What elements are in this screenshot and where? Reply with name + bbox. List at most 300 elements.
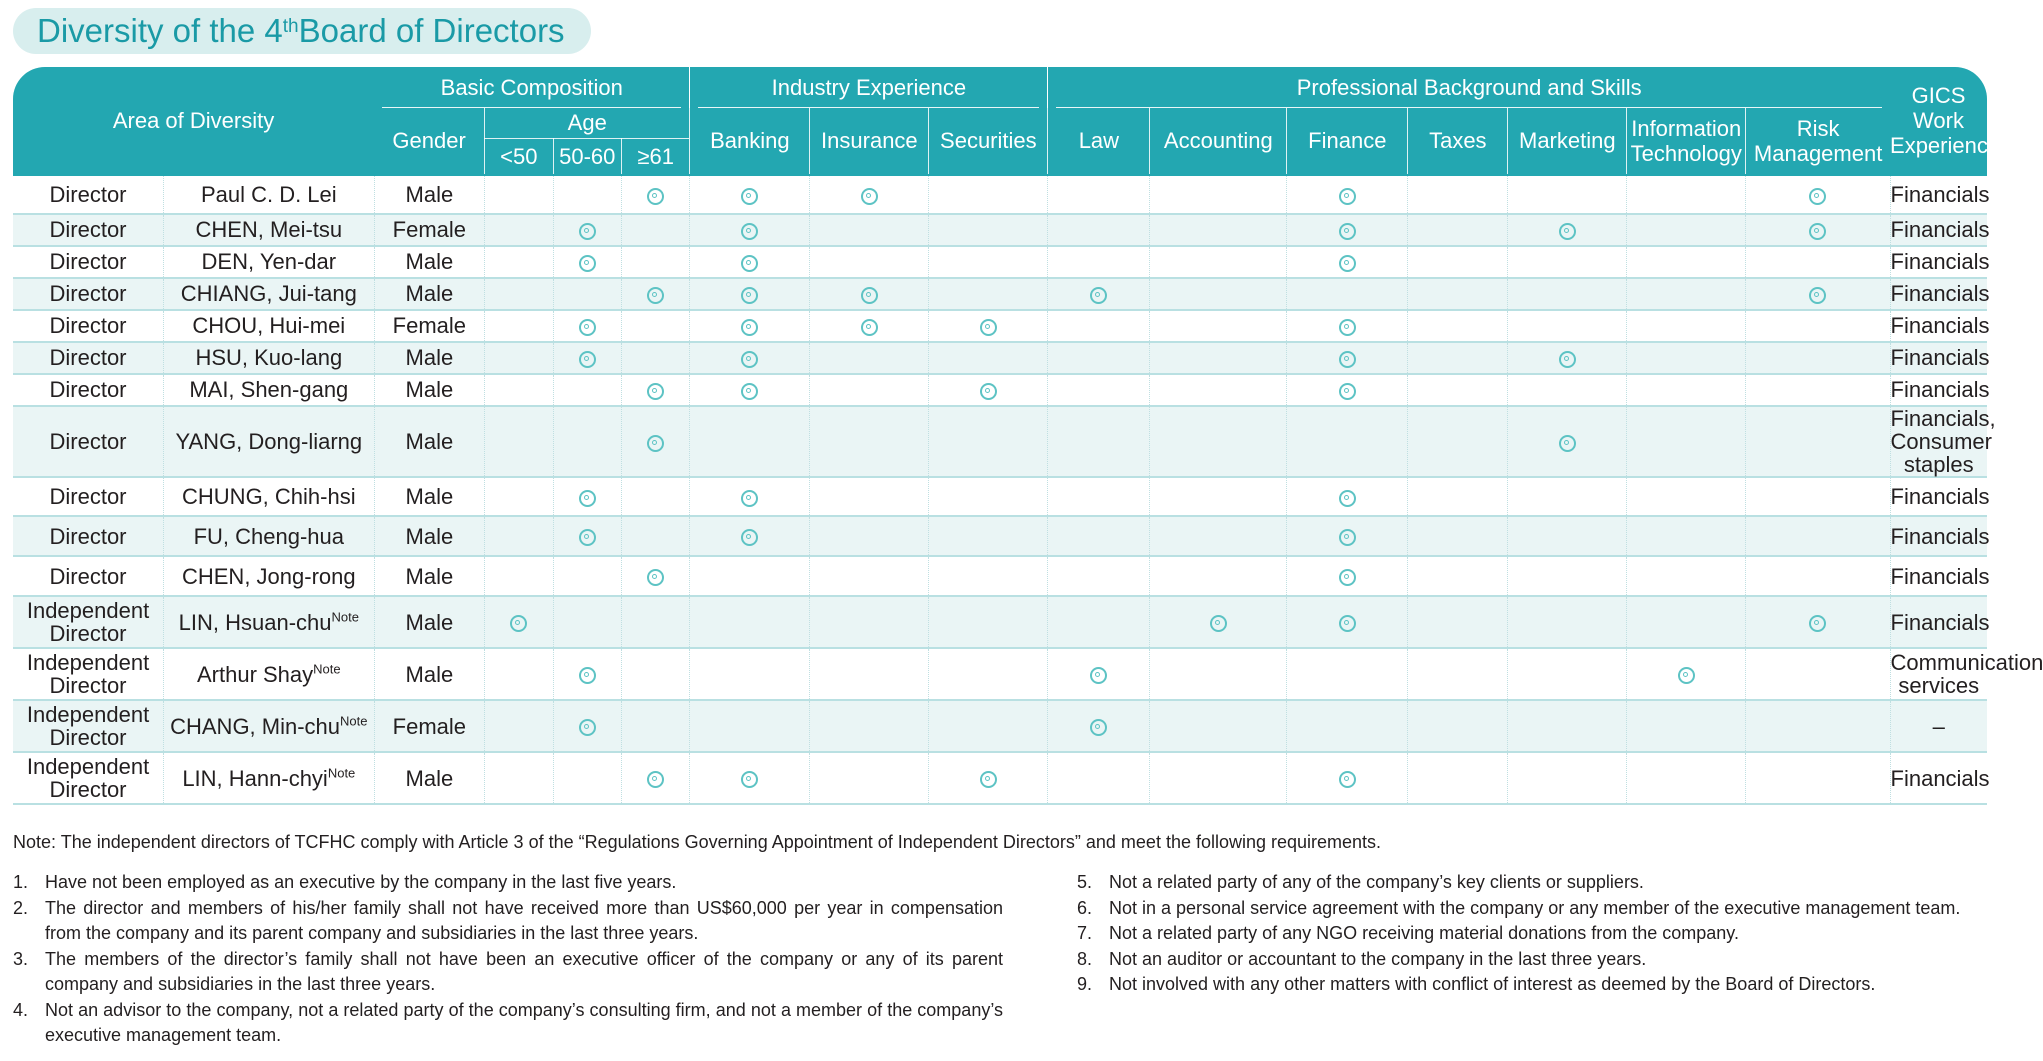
requirement-text: Not a related party of any NGO receiving material donations from the company. — [1109, 923, 1739, 943]
cell-marketing — [1508, 246, 1627, 278]
page-title-prefix: Diversity of the 4 — [37, 12, 283, 49]
cell-finance — [1287, 700, 1408, 752]
table-row — [13, 175, 1987, 214]
double-circle-mark-icon — [1339, 351, 1356, 368]
cell-taxes — [1408, 278, 1508, 310]
cell-lt50 — [485, 374, 553, 406]
cell-law — [1048, 374, 1150, 406]
cell-insurance — [810, 175, 929, 214]
cell-banking — [690, 516, 810, 556]
requirement-item — [1077, 896, 1982, 922]
cell-accounting — [1150, 374, 1287, 406]
cell-it — [1627, 596, 1746, 648]
gics-cell: Financials — [1890, 175, 1987, 214]
cell-risk — [1746, 648, 1890, 700]
gics-cell: Financials, Consumer staples — [1890, 406, 1996, 478]
double-circle-mark-icon — [1339, 490, 1356, 507]
cell-taxes — [1408, 648, 1508, 700]
cell-risk — [1746, 342, 1890, 374]
table-row — [13, 342, 1987, 374]
cell-lt50 — [485, 342, 553, 374]
cell-securities — [929, 648, 1048, 700]
double-circle-mark-icon — [1809, 615, 1826, 632]
cell-ge61 — [621, 214, 689, 246]
cell-ge61 — [621, 516, 689, 556]
header-banking: Banking — [690, 108, 810, 175]
cell-law — [1048, 477, 1150, 516]
cell-accounting — [1150, 406, 1287, 477]
cell-marketing — [1508, 556, 1627, 596]
cell-lt50 — [485, 278, 553, 310]
cell-risk — [1746, 406, 1890, 477]
header-professional-background: Professional Background and Skills — [1048, 67, 1890, 108]
double-circle-mark-icon — [1678, 667, 1695, 684]
cell-taxes — [1408, 214, 1508, 246]
cell-finance — [1287, 310, 1408, 342]
cell-insurance — [810, 596, 929, 648]
director-name-cell — [164, 556, 375, 596]
director-name: Paul C. D. Lei — [200, 181, 337, 207]
requirement-number: 8. — [1077, 948, 1093, 969]
double-circle-mark-icon — [1090, 667, 1107, 684]
cell-lt50 — [485, 516, 553, 556]
double-circle-mark-icon — [1339, 188, 1356, 205]
director-name-cell — [164, 214, 375, 246]
header-securities: Securities — [929, 108, 1048, 175]
cell-finance — [1287, 556, 1408, 596]
cell-a5060 — [553, 246, 621, 278]
requirement-text: Have not been employed as an executive by the company in the last five years. — [45, 872, 677, 892]
cell-accounting — [1150, 175, 1287, 214]
cell-accounting — [1150, 342, 1287, 374]
cell-ge61 — [621, 406, 689, 477]
director-name: LIN, Hsuan-chu — [178, 609, 332, 635]
table-row — [13, 278, 1987, 310]
cell-banking — [690, 214, 810, 246]
cell-taxes — [1408, 246, 1508, 278]
cell-securities — [929, 700, 1048, 752]
cell-finance — [1287, 246, 1408, 278]
double-circle-mark-icon — [1809, 287, 1826, 304]
gics-cell: – — [1890, 700, 1987, 752]
cell-law — [1048, 516, 1150, 556]
director-name: CHUNG, Chih-hsi — [182, 484, 356, 510]
cell-insurance — [810, 310, 929, 342]
cell-ge61 — [621, 374, 689, 406]
cell-banking — [690, 406, 810, 477]
double-circle-mark-icon — [741, 351, 758, 368]
cell-it — [1627, 246, 1746, 278]
header-gics: GICS Work Experience — [1890, 67, 1987, 175]
requirement-number: 2. — [13, 897, 29, 918]
note-superscript: Note — [327, 765, 356, 781]
cell-taxes — [1408, 310, 1508, 342]
double-circle-mark-icon — [579, 529, 596, 546]
requirement-number: 7. — [1077, 923, 1093, 943]
cell-marketing — [1508, 406, 1627, 477]
cell-accounting — [1150, 278, 1287, 310]
director-title: Director — [13, 406, 164, 477]
director-name-cell — [164, 246, 375, 278]
cell-banking — [690, 175, 810, 214]
cell-insurance — [810, 342, 929, 374]
double-circle-mark-icon — [741, 255, 758, 272]
double-circle-mark-icon — [1559, 351, 1576, 368]
gics-cell: Financials — [1890, 752, 1987, 804]
gender-cell: Female — [374, 700, 485, 752]
cell-marketing — [1508, 648, 1627, 700]
requirement-number: 1. — [13, 872, 29, 892]
cell-it — [1627, 374, 1746, 406]
table-row — [13, 374, 1987, 406]
header-basic-composition: Basic Composition — [374, 67, 690, 108]
cell-it — [1627, 648, 1746, 700]
double-circle-mark-icon — [741, 223, 758, 240]
cell-ge61 — [621, 310, 689, 342]
cell-banking — [690, 556, 810, 596]
gender-cell: Male — [374, 477, 485, 516]
note-superscript: Note — [340, 713, 368, 729]
double-circle-mark-icon — [980, 383, 997, 400]
cell-marketing — [1508, 175, 1627, 214]
double-circle-mark-icon — [741, 771, 758, 788]
double-circle-mark-icon — [741, 319, 758, 336]
table-row — [13, 477, 1987, 516]
cell-ge61 — [621, 477, 689, 516]
director-name-cell — [164, 477, 375, 516]
table-row — [13, 310, 1987, 342]
double-circle-mark-icon — [647, 771, 664, 788]
header-finance: Finance — [1287, 108, 1408, 175]
director-title: Director — [13, 556, 164, 596]
cell-accounting — [1150, 648, 1287, 700]
cell-a5060 — [553, 175, 621, 214]
cell-ge61 — [621, 752, 689, 804]
note-superscript: Note — [313, 661, 341, 677]
gender-cell: Male — [374, 556, 485, 596]
cell-risk — [1746, 278, 1890, 310]
cell-lt50 — [485, 246, 553, 278]
cell-insurance — [810, 477, 929, 516]
director-name: HSU, Kuo-lang — [195, 345, 343, 371]
cell-banking — [690, 342, 810, 374]
cell-banking — [690, 278, 810, 310]
cell-insurance — [810, 648, 929, 700]
gender-cell: Male — [374, 175, 485, 214]
gender-cell: Male — [374, 406, 485, 477]
cell-it — [1627, 214, 1746, 246]
cell-marketing — [1508, 278, 1627, 310]
cell-finance — [1287, 596, 1408, 648]
cell-finance — [1287, 648, 1408, 700]
director-name-cell — [164, 310, 375, 342]
cell-finance — [1287, 516, 1408, 556]
director-name-cell — [164, 278, 375, 310]
cell-finance — [1287, 175, 1408, 214]
cell-ge61 — [621, 596, 689, 648]
requirement-text: Not a related party of any of the company’s key clients or suppliers. — [1109, 872, 1644, 892]
director-title: Director — [13, 516, 164, 556]
director-title: Director — [13, 278, 164, 310]
cell-ge61 — [621, 648, 689, 700]
requirements-list-left — [13, 870, 1003, 1049]
cell-risk — [1746, 214, 1890, 246]
header-age-50-60: 50-60 — [553, 139, 621, 176]
cell-law — [1048, 596, 1150, 648]
double-circle-mark-icon — [980, 771, 997, 788]
cell-it — [1627, 406, 1746, 477]
gics-cell: Financials — [1890, 310, 1987, 342]
table-row — [13, 214, 1987, 246]
note-text: Note: The independent directors of TCFHC comply with Article 3 of the “Regulations Governing Appointment of Independent Directors” and meet the following requirements. — [13, 832, 1382, 852]
header-gender: Gender — [374, 108, 485, 175]
double-circle-mark-icon — [1090, 719, 1107, 736]
cell-securities — [929, 406, 1048, 477]
director-name: LIN, Hann-chyi — [182, 765, 328, 791]
double-circle-mark-icon — [1339, 223, 1356, 240]
table-row — [13, 752, 1987, 804]
double-circle-mark-icon — [1339, 615, 1356, 632]
double-circle-mark-icon — [1090, 287, 1107, 304]
cell-law — [1048, 556, 1150, 596]
cell-finance — [1287, 214, 1408, 246]
gics-cell: Financials — [1890, 596, 1987, 648]
cell-insurance — [810, 556, 929, 596]
director-title: Director — [13, 214, 164, 246]
table-row — [13, 648, 1987, 700]
double-circle-mark-icon — [1809, 188, 1826, 205]
cell-securities — [929, 752, 1048, 804]
double-circle-mark-icon — [579, 255, 596, 272]
cell-accounting — [1150, 477, 1287, 516]
requirement-item — [13, 947, 1003, 998]
gics-cell: Financials — [1890, 556, 1987, 596]
gender-cell: Male — [374, 648, 485, 700]
cell-marketing — [1508, 310, 1627, 342]
cell-insurance — [810, 278, 929, 310]
cell-law — [1048, 278, 1150, 310]
cell-banking — [690, 477, 810, 516]
cell-risk — [1746, 477, 1890, 516]
cell-taxes — [1408, 700, 1508, 752]
cell-lt50 — [485, 175, 553, 214]
director-name: CHIANG, Jui-tang — [180, 281, 357, 307]
cell-a5060 — [553, 556, 621, 596]
cell-finance — [1287, 477, 1408, 516]
double-circle-mark-icon — [1809, 223, 1826, 240]
double-circle-mark-icon — [980, 319, 997, 336]
cell-accounting — [1150, 310, 1287, 342]
cell-accounting — [1150, 752, 1287, 804]
cell-law — [1048, 310, 1150, 342]
cell-it — [1627, 278, 1746, 310]
director-name: DEN, Yen-dar — [201, 249, 337, 275]
director-name-cell — [164, 342, 375, 374]
requirements-list-right — [1077, 870, 1982, 998]
cell-ge61 — [621, 246, 689, 278]
cell-taxes — [1408, 406, 1508, 477]
double-circle-mark-icon — [861, 319, 878, 336]
director-title: Director — [13, 477, 164, 516]
gender-cell: Male — [374, 278, 485, 310]
cell-lt50 — [485, 310, 553, 342]
table-row — [13, 596, 1987, 648]
director-title: Director — [13, 374, 164, 406]
cell-securities — [929, 596, 1048, 648]
cell-it — [1627, 752, 1746, 804]
board-diversity-table — [13, 67, 2043, 805]
page-title — [13, 8, 591, 54]
double-circle-mark-icon — [647, 383, 664, 400]
cell-risk — [1746, 310, 1890, 342]
director-name-cell — [164, 596, 375, 648]
requirement-number: 3. — [13, 948, 29, 969]
cell-a5060 — [553, 214, 621, 246]
cell-lt50 — [485, 596, 553, 648]
cell-finance — [1287, 342, 1408, 374]
double-circle-mark-icon — [1339, 255, 1356, 272]
cell-risk — [1746, 175, 1890, 214]
note-superscript: Note — [331, 609, 359, 625]
cell-insurance — [810, 214, 929, 246]
requirement-text: Not in a personal service agreement with the company or any member of the executive management team. — [1109, 897, 1961, 918]
cell-ge61 — [621, 556, 689, 596]
cell-insurance — [810, 752, 929, 804]
director-title: Independent Director — [13, 752, 164, 804]
cell-it — [1627, 310, 1746, 342]
cell-banking — [690, 648, 810, 700]
double-circle-mark-icon — [861, 188, 878, 205]
double-circle-mark-icon — [647, 569, 664, 586]
director-name-cell — [164, 175, 375, 214]
cell-insurance — [810, 374, 929, 406]
director-name-cell — [164, 516, 375, 556]
double-circle-mark-icon — [579, 490, 596, 507]
header-accounting: Accounting — [1150, 108, 1287, 175]
header-risk-management: Risk Management — [1746, 108, 1890, 175]
cell-a5060 — [553, 374, 621, 406]
gics-cell: Communication services — [1890, 650, 2043, 699]
cell-marketing — [1508, 752, 1627, 804]
director-name: YANG, Dong-liarng — [175, 429, 363, 455]
cell-lt50 — [485, 556, 553, 596]
requirement-number: 6. — [1077, 897, 1093, 918]
cell-accounting — [1150, 214, 1287, 246]
requirement-item — [1077, 972, 1982, 998]
director-name-cell — [164, 374, 375, 406]
cell-taxes — [1408, 556, 1508, 596]
cell-risk — [1746, 556, 1890, 596]
cell-ge61 — [621, 175, 689, 214]
cell-lt50 — [485, 406, 553, 477]
header-age-ge61: ≥61 — [621, 139, 689, 176]
cell-law — [1048, 700, 1150, 752]
director-title: Director — [13, 342, 164, 374]
cell-lt50 — [485, 477, 553, 516]
double-circle-mark-icon — [1339, 319, 1356, 336]
cell-insurance — [810, 516, 929, 556]
requirement-item — [1077, 947, 1982, 973]
director-name: CHEN, Jong-rong — [181, 563, 356, 589]
requirement-item — [13, 896, 1003, 947]
cell-finance — [1287, 374, 1408, 406]
page-title-suffix: Board of Directors — [298, 12, 565, 49]
cell-banking — [690, 310, 810, 342]
cell-marketing — [1508, 342, 1627, 374]
director-title: Director — [13, 310, 164, 342]
cell-banking — [690, 596, 810, 648]
director-name-cell — [164, 406, 375, 477]
cell-risk — [1746, 516, 1890, 556]
header-industry-experience: Industry Experience — [690, 67, 1048, 108]
cell-a5060 — [553, 700, 621, 752]
cell-finance — [1287, 406, 1408, 477]
cell-securities — [929, 278, 1048, 310]
gics-cell: Financials — [1890, 516, 1987, 556]
gender-cell: Male — [374, 374, 485, 406]
header-information-technology: Information Technology — [1627, 108, 1746, 175]
director-title: Independent Director — [13, 700, 164, 752]
cell-marketing — [1508, 374, 1627, 406]
header-area-of-diversity: Area of Diversity — [13, 67, 374, 175]
cell-marketing — [1508, 477, 1627, 516]
requirement-item — [1077, 870, 1982, 896]
cell-it — [1627, 342, 1746, 374]
director-title: Independent Director — [13, 596, 164, 648]
director-name: Arthur Shay — [196, 661, 314, 687]
cell-taxes — [1408, 477, 1508, 516]
cell-securities — [929, 516, 1048, 556]
cell-securities — [929, 310, 1048, 342]
header-taxes: Taxes — [1408, 108, 1508, 175]
cell-a5060 — [553, 278, 621, 310]
director-name: CHANG, Min-chu — [170, 713, 341, 739]
cell-a5060 — [553, 406, 621, 477]
requirement-text: Not involved with any other matters with conflict of interest as deemed by the Board of Directors. — [1109, 974, 1876, 994]
double-circle-mark-icon — [741, 529, 758, 546]
double-circle-mark-icon — [647, 188, 664, 205]
double-circle-mark-icon — [741, 188, 758, 205]
double-circle-mark-icon — [579, 319, 596, 336]
requirement-item — [13, 870, 1003, 896]
header-law: Law — [1048, 108, 1150, 175]
cell-ge61 — [621, 342, 689, 374]
cell-lt50 — [485, 700, 553, 752]
cell-taxes — [1408, 516, 1508, 556]
requirement-item — [1077, 921, 1982, 947]
cell-marketing — [1508, 700, 1627, 752]
double-circle-mark-icon — [647, 435, 664, 452]
cell-securities — [929, 214, 1048, 246]
double-circle-mark-icon — [1339, 569, 1356, 586]
double-circle-mark-icon — [1559, 223, 1576, 240]
gender-cell: Male — [374, 596, 485, 648]
cell-risk — [1746, 246, 1890, 278]
cell-law — [1048, 648, 1150, 700]
gics-cell: Financials — [1890, 246, 1987, 278]
cell-marketing — [1508, 596, 1627, 648]
director-title: Independent Director — [13, 648, 164, 700]
cell-securities — [929, 374, 1048, 406]
gics-cell: Financials — [1890, 477, 1987, 516]
cell-taxes — [1408, 596, 1508, 648]
cell-law — [1048, 175, 1150, 214]
requirement-text: The members of the director’s family shall not have been an executive officer of the company or any of its parent company and subsidiaries in the last three years. — [45, 948, 1003, 994]
cell-taxes — [1408, 752, 1508, 804]
cell-lt50 — [485, 214, 553, 246]
double-circle-mark-icon — [579, 719, 596, 736]
table-row — [13, 516, 1987, 556]
